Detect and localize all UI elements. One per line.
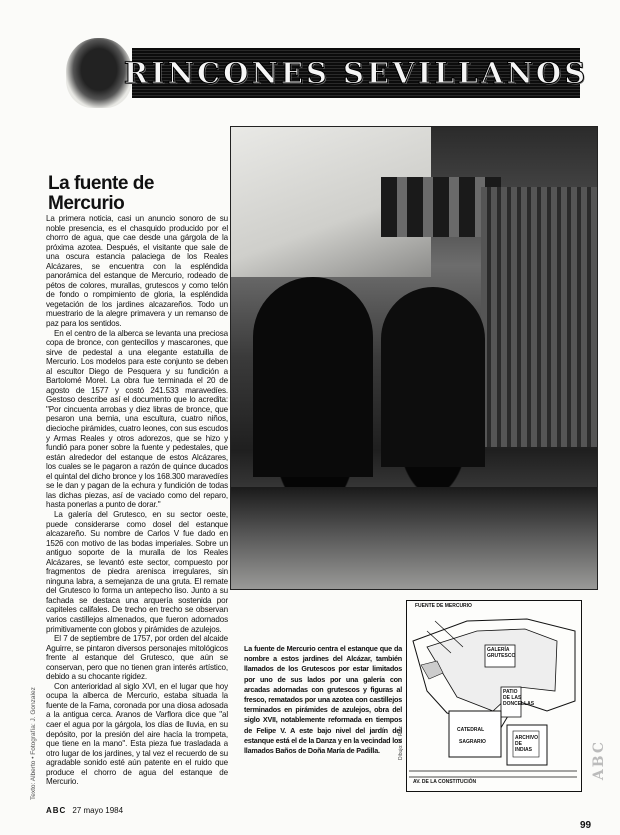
section-banner <box>123 48 589 98</box>
footer-publication <box>46 806 123 815</box>
photo-arch-left <box>253 277 373 477</box>
article-paragraph-5: Con anterioridad al siglo XVI, en el lugar que hoy ocupa la alberca de Mercurio, estaba situada la fuente de la Fama, coronada por una diosa adosada a la antigua cerca. Aranos de Varflora dice que "al caer el agua por la gárgola, los días de lluvia, en su depósito, por la presión del aire hacía la trompeta, que tiene en la mano". Esta pieza fue trasladada a otro lugar de los jardines, y tal vez el recuerdo de su agradable sonido esté aún patente en el ruido que produce el chorro de agua del estanque de Mercurio. <box>46 681 228 787</box>
article-title: La fuente de Mercurio <box>48 173 154 214</box>
article-paragraph-2: En el centro de la alberca se levanta una preciosa copa de bronce, con gentecillos y mascarones, que sirve de pedestal a una elegante estatuilla de Mercurio. Los modelos para este conjunto se deben al escultor Diego de Pesquera y su fundición a Bartolomé Morel. La obra fue terminada el 20 de agosto de 1577 y costó 241.533 maravedíes. Gestoso describe así el documento que lo acredita: "Por cincuenta arrobas y diez libras de bronce, que pesaron una bernia, una escultura, cuatro niños, diecioche pirámides, cuatro leones, con sus escudos y Armas Reales y otros adorezos, que se hizo y fundió para poner sobre la fuente y pedestales, que están alrededor del estanque de estos Alcázares, los cuales se le pagaron a razón de quince ducados el quintal del dicho bronce y los 168.300 maravedíes se le dan y pagan de la echura y fundición de todas las dichas piezas, así de vaciado como del reparo, hasta ponerlas a punto de dorar." <box>46 328 228 510</box>
abc-side-logo: ABC <box>591 740 607 781</box>
photo-pond <box>231 487 597 589</box>
photo-caption: La fuente de Mercurio centra el estanque que da nombre a estos jardines del Alcázar, también llamados de los Grutescos por estar limitados por uno de sus lados por una galería con arcadas adornadas con grutescos y figuras al fresco, rematados por una azotea con castillejos terminados en pirámides de azulejos, obra del siglo XVII, notablemente reformada en tiempos de Felipe V. A este bajo nivel del jardín del estanque está el de la Danza y en la vecindad los llamados Baños de Doña María de Padilla. <box>244 644 402 756</box>
text-photo-credit: Texto: Alberto • Fotografía: J. Gonzalez <box>30 687 37 800</box>
footer-date: 27 mayo 1984 <box>72 806 124 815</box>
map-label-patio: PATIO DE LAS DONCELLAS <box>503 689 535 707</box>
article-paragraph-4: El 7 de septiembre de 1757, por orden del alcaide Aguirre, se pintaron diversos personajes mitológicos frente al estanque del Grutesco, que aún se conservan, pero que no tienen gran interés artístico, debido a su chocante rigidez. <box>46 634 228 682</box>
map-drawing <box>407 601 581 791</box>
location-map <box>406 600 582 792</box>
article-paragraph-1: La primera noticia, casi un anuncio sonoro de su noble presencia, es el chasquido producido por el chorro de agua, que cae desde una gárgola de la próxima azotea. Después, el visitante que sale de una oscura estancia palaciega de los Reales Alcázares, se encuentra con la espléndida panorámica del estanque de Mercurio, rodeado de pétos de colores, murallas, grutescos y como telón de fondo o rompimiento de gloria, la espléndida vegetación de los jardines alcazareños. Todo un muestrario de la alegre primavera y un remanso de paz para los sentidos. <box>46 214 228 329</box>
footer-publication-name: ABC <box>46 806 67 815</box>
article-body <box>46 214 228 804</box>
article-paragraph-3: La galería del Grutesco, en su sector oeste, puede considerarse como dosel del estanque alcazareño. Su nombre de Carlos V fue dado en 1526 con motivo de las bodas imperiales. Sobre un antiguo soporte de la muralla de los Reales Alcázares, se levantó este sector, compuesto por fragmentos de piedra arenisca irregulares, sin ninguna labra, a semejanza de una gruta. El remate del Grutesco lo forma un antepecho liso. Junto a su fachada se destaca una arquería sostenida por capiteles califales. De trecho en trecho se observan varios castillejos almenados, que fueron adornados primitivamente con globos y pirámides de azulejos. <box>46 509 228 634</box>
map-label-sagrario: SAGRARIO <box>459 739 486 745</box>
header-portrait-image <box>66 38 132 108</box>
fountain-photograph <box>230 126 598 590</box>
map-label-galeria: GALERÍA GRUTESCO <box>487 647 516 659</box>
map-label-catedral: CATEDRAL <box>457 727 485 733</box>
map-label-fuente: FUENTE DE MERCURIO <box>415 603 472 609</box>
page-number: 99 <box>580 820 592 831</box>
map-label-avenida: AV. DE LA CONSTITUCIÓN <box>413 779 477 785</box>
photo-tower-wall <box>481 187 597 447</box>
section-title: RINCONES SEVILLANOS <box>123 56 589 90</box>
map-credit: Dibujo: M. Ruiz <box>398 726 404 760</box>
map-label-archivo: ARCHIVO DE INDIAS <box>515 735 539 753</box>
photo-arch-right <box>381 287 485 467</box>
